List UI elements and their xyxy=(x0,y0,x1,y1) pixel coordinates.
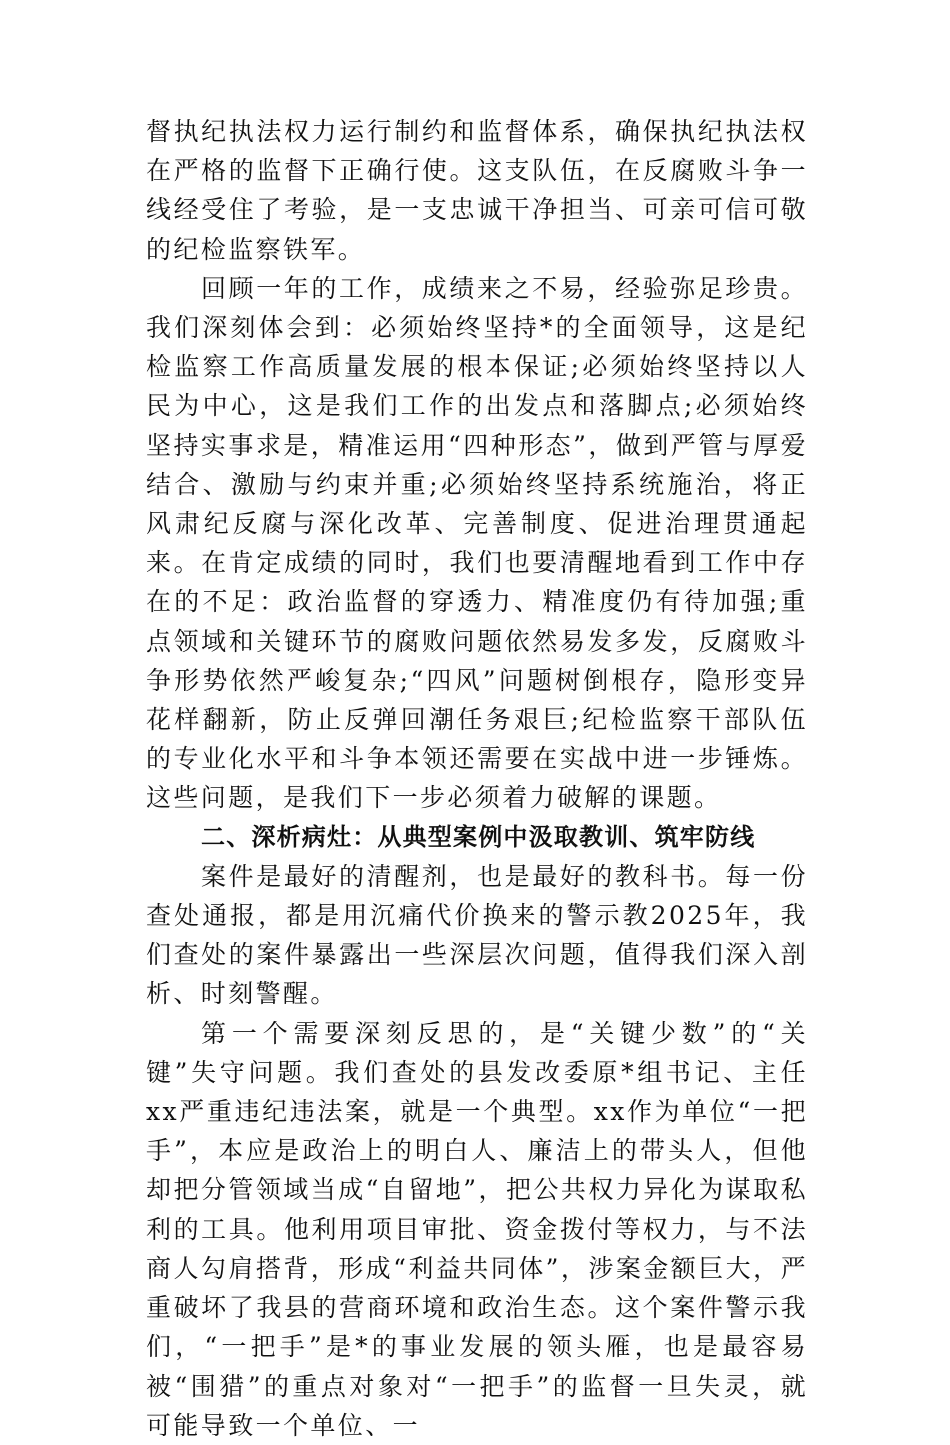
paragraph-first-reflection: 第一个需要深刻反思的，是“关键少数”的“关键”失守问题。我们查处的县发改委原*组书记、主任xx严重违纪违法案，就是一个典型。xx作为单位“一把手”，本应是政治上的明白人、廉洁上的带头人，但他却把分管领域当成“自留地”，把公共权力异化为谋取私利的工具。他利用项目审批、资金拨付等权力，与不法商人勾肩搭背，形成“利益共同体”，涉案金额巨大，严重破坏了我县的营商环境和政治生态。这个案件警示我们，“一把手”是*的事业发展的领头雁，也是最容易被“围猎”的重点对象对“一把手”的监督一旦失灵，就可能导致一个单位、一 xyxy=(146,1018,808,1440)
paragraph-continuation: 督执纪执法权力运行制约和监督体系，确保执纪执法权在严格的监督下正确行使。这支队伍，在反腐败斗争一线经受住了考验，是一支忠诚干净担当、可亲可信可敬的纪检监察铁军。 xyxy=(146,117,808,264)
paragraph-review: 回顾一年的工作，成绩来之不易，经验弥足珍贵。我们深刻体会到：必须始终坚持*的全面领导，这是纪检监察工作高质量发展的根本保证;必须始终坚持以人民为中心，这是我们工作的出发点和落脚点;必须始终坚持实事求是，精准运用“四种形态”，做到严管与厚爱结合、激励与约束并重;必须始终坚持系统施治，将正风肃纪反腐与深化改革、完善制度、促进治理贯通起来。在肯定成绩的同时，我们也要清醒地看到工作中存在的不足：政治监督的穿透力、精准度仍有待加强;重点领域和关键环节的腐败问题依然易发多发，反腐败斗争形势依然严峻复杂;“四风”问题树倒根存，隐形变异花样翻新，防止反弹回潮任务艰巨;纪检监察干部队伍的专业化水平和斗争本领还需要在实战中进一步锤炼。这些问题，是我们下一步必须着力破解的课题。 xyxy=(146,273,808,813)
section-heading: 二、深析病灶：从典型案例中汲取教训、筑牢防线 xyxy=(201,822,756,851)
document-body xyxy=(146,112,808,1445)
paragraph-cases-intro: 案件是最好的清醒剂，也是最好的教科书。每一份查处通报，都是用沉痛代价换来的警示教2025年，我们查处的案件暴露出一些深层次问题，值得我们深入剖析、时刻警醒。 xyxy=(146,861,808,1009)
